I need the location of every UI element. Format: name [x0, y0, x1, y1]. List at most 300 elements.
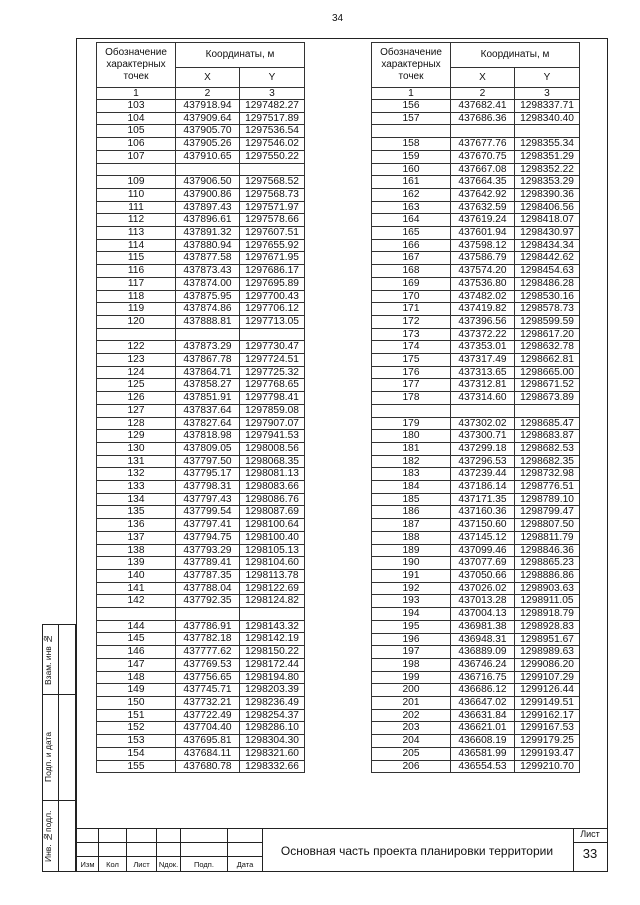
y-coordinate: 1298254.37 — [240, 709, 305, 722]
x-coordinate: 437586.79 — [451, 252, 515, 265]
y-coordinate: 1297695.89 — [240, 277, 305, 290]
sign-date-label: Подп. и дата — [43, 731, 53, 783]
x-coordinate: 437667.08 — [451, 163, 515, 176]
table-row — [97, 100, 305, 113]
table-row — [372, 100, 580, 113]
table-row — [97, 201, 305, 214]
table-row — [97, 671, 305, 684]
y-coordinate: 1299193.47 — [515, 747, 580, 760]
y-coordinate — [240, 328, 305, 341]
point-id: 137 — [97, 531, 176, 544]
y-coordinate: 1298406.56 — [515, 201, 580, 214]
header-col-1: 1 — [97, 88, 176, 100]
x-coordinate: 437574.20 — [451, 265, 515, 278]
x-coordinate: 437722.49 — [176, 709, 240, 722]
point-id: 149 — [97, 684, 176, 697]
y-coordinate: 1298486.28 — [515, 277, 580, 290]
y-coordinate: 1298632.78 — [515, 341, 580, 354]
x-coordinate: 437670.75 — [451, 150, 515, 163]
x-coordinate: 437302.02 — [451, 417, 515, 430]
point-id: 144 — [97, 620, 176, 633]
point-id: 115 — [97, 252, 176, 265]
y-coordinate — [240, 163, 305, 176]
x-coordinate: 437777.62 — [176, 646, 240, 659]
y-coordinate: 1298068.35 — [240, 455, 305, 468]
table-row — [372, 112, 580, 125]
x-coordinate: 437642.92 — [451, 188, 515, 201]
x-coordinate: 436631.84 — [451, 709, 515, 722]
table-row — [97, 265, 305, 278]
y-coordinate: 1297550.22 — [240, 150, 305, 163]
table-row — [97, 595, 305, 608]
point-id: 172 — [372, 315, 451, 328]
y-coordinate: 1297655.92 — [240, 239, 305, 252]
point-id: 185 — [372, 493, 451, 506]
x-coordinate: 437186.14 — [451, 481, 515, 494]
point-id: 148 — [97, 671, 176, 684]
y-coordinate: 1299210.70 — [515, 760, 580, 773]
header-col-3: 3 — [240, 88, 305, 100]
side-stamp-row-line — [42, 694, 76, 695]
table-row — [97, 315, 305, 328]
point-id: 152 — [97, 722, 176, 735]
header-x: X — [176, 68, 240, 88]
x-coordinate: 437906.50 — [176, 176, 240, 189]
y-coordinate: 1298989.63 — [515, 646, 580, 659]
y-coordinate: 1297571.97 — [240, 201, 305, 214]
point-id: 174 — [372, 341, 451, 354]
x-coordinate: 437004.13 — [451, 608, 515, 621]
point-id: 110 — [97, 188, 176, 201]
point-id: 193 — [372, 595, 451, 608]
title-block-row-line — [76, 842, 262, 843]
y-coordinate: 1298530.16 — [515, 290, 580, 303]
table-row — [372, 214, 580, 227]
x-coordinate: 437695.81 — [176, 735, 240, 748]
y-coordinate: 1297724.51 — [240, 354, 305, 367]
table-row — [372, 506, 580, 519]
y-coordinate: 1297536.54 — [240, 125, 305, 138]
y-coordinate: 1298662.81 — [515, 354, 580, 367]
point-id — [372, 125, 451, 138]
x-coordinate: 437798.31 — [176, 481, 240, 494]
table-row — [97, 354, 305, 367]
point-id: 205 — [372, 747, 451, 760]
point-id: 204 — [372, 735, 451, 748]
x-coordinate: 437732.21 — [176, 697, 240, 710]
point-id: 112 — [97, 214, 176, 227]
point-id: 199 — [372, 671, 451, 684]
y-coordinate: 1297798.41 — [240, 392, 305, 405]
table-row — [97, 392, 305, 405]
table-row — [372, 125, 580, 138]
header-coordinates: Координаты, м — [176, 43, 305, 68]
x-coordinate: 437632.59 — [451, 201, 515, 214]
point-id — [97, 328, 176, 341]
x-coordinate: 437150.60 — [451, 519, 515, 532]
table-row — [372, 595, 580, 608]
x-coordinate: 437799.54 — [176, 506, 240, 519]
point-id: 127 — [97, 404, 176, 417]
point-id: 195 — [372, 620, 451, 633]
y-coordinate: 1298352.22 — [515, 163, 580, 176]
table-row — [372, 430, 580, 443]
y-coordinate: 1297671.95 — [240, 252, 305, 265]
x-coordinate: 437314.60 — [451, 392, 515, 405]
point-id: 154 — [97, 747, 176, 760]
side-stamp-divider — [58, 624, 59, 872]
table-row — [372, 392, 580, 405]
point-id: 124 — [97, 366, 176, 379]
point-id: 160 — [372, 163, 451, 176]
y-coordinate: 1298122.69 — [240, 582, 305, 595]
x-coordinate: 437809.05 — [176, 442, 240, 455]
table-row — [372, 569, 580, 582]
y-coordinate: 1297941.53 — [240, 430, 305, 443]
table-row — [372, 557, 580, 570]
x-coordinate: 436889.09 — [451, 646, 515, 659]
header-col-1: 1 — [372, 88, 451, 100]
coordinates-table-left-body — [97, 100, 305, 773]
point-id: 201 — [372, 697, 451, 710]
x-coordinate — [176, 608, 240, 621]
point-id: 187 — [372, 519, 451, 532]
x-coordinate: 437160.36 — [451, 506, 515, 519]
table-row — [372, 265, 580, 278]
table-row — [372, 252, 580, 265]
y-coordinate: 1298008.56 — [240, 442, 305, 455]
title-block-sheet-line — [573, 842, 608, 843]
point-id: 181 — [372, 442, 451, 455]
point-id: 198 — [372, 658, 451, 671]
y-coordinate: 1297859.08 — [240, 404, 305, 417]
table-row — [97, 163, 305, 176]
point-id: 189 — [372, 544, 451, 557]
point-id: 136 — [97, 519, 176, 532]
y-coordinate: 1298599.59 — [515, 315, 580, 328]
x-coordinate: 437877.58 — [176, 252, 240, 265]
table-row — [372, 239, 580, 252]
x-coordinate: 437788.04 — [176, 582, 240, 595]
y-coordinate: 1297700.43 — [240, 290, 305, 303]
y-coordinate: 1297730.47 — [240, 341, 305, 354]
header-col-3: 3 — [515, 88, 580, 100]
y-coordinate: 1298454.63 — [515, 265, 580, 278]
point-id: 159 — [372, 150, 451, 163]
table-row — [97, 227, 305, 240]
y-coordinate — [515, 125, 580, 138]
table-row — [97, 176, 305, 189]
point-id: 206 — [372, 760, 451, 773]
table-row — [97, 430, 305, 443]
x-coordinate: 437756.65 — [176, 671, 240, 684]
point-id: 153 — [97, 735, 176, 748]
table-row — [97, 735, 305, 748]
x-coordinate: 437782.18 — [176, 633, 240, 646]
x-coordinate: 436554.53 — [451, 760, 515, 773]
point-id: 190 — [372, 557, 451, 570]
x-coordinate: 437745.71 — [176, 684, 240, 697]
y-coordinate: 1297482.27 — [240, 100, 305, 113]
point-id: 105 — [97, 125, 176, 138]
x-coordinate: 437827.64 — [176, 417, 240, 430]
point-id: 141 — [97, 582, 176, 595]
table-row — [97, 531, 305, 544]
point-id: 173 — [372, 328, 451, 341]
x-coordinate: 437797.41 — [176, 519, 240, 532]
point-id: 106 — [97, 138, 176, 151]
point-id: 156 — [372, 100, 451, 113]
table-row — [97, 214, 305, 227]
y-coordinate: 1298928.83 — [515, 620, 580, 633]
table-row — [372, 493, 580, 506]
sheet-number: 33 — [582, 846, 598, 861]
point-id: 162 — [372, 188, 451, 201]
table-row — [372, 544, 580, 557]
x-coordinate: 437851.91 — [176, 392, 240, 405]
x-coordinate: 437686.36 — [451, 112, 515, 125]
x-coordinate: 437918.94 — [176, 100, 240, 113]
y-coordinate: 1298150.22 — [240, 646, 305, 659]
point-id: 165 — [372, 227, 451, 240]
table-row — [372, 481, 580, 494]
x-coordinate — [176, 163, 240, 176]
point-id: 176 — [372, 366, 451, 379]
sheet-label: Лист — [580, 829, 600, 839]
table-row — [97, 557, 305, 570]
y-coordinate: 1299126.44 — [515, 684, 580, 697]
table-row — [97, 506, 305, 519]
y-coordinate: 1298683.87 — [515, 430, 580, 443]
point-id: 182 — [372, 455, 451, 468]
table-row — [372, 671, 580, 684]
table-row — [372, 709, 580, 722]
y-coordinate: 1299162.17 — [515, 709, 580, 722]
table-row — [372, 315, 580, 328]
y-coordinate: 1297768.65 — [240, 379, 305, 392]
table-row — [372, 417, 580, 430]
point-id: 167 — [372, 252, 451, 265]
table-row — [97, 633, 305, 646]
y-coordinate: 1298104.60 — [240, 557, 305, 570]
y-coordinate: 1297568.73 — [240, 188, 305, 201]
point-id: 131 — [97, 455, 176, 468]
table-row — [372, 303, 580, 316]
header-col-2: 2 — [176, 88, 240, 100]
y-coordinate: 1298434.34 — [515, 239, 580, 252]
table-row — [97, 646, 305, 659]
y-coordinate: 1298430.97 — [515, 227, 580, 240]
y-coordinate: 1298732.98 — [515, 468, 580, 481]
table-row — [97, 239, 305, 252]
table-row — [372, 735, 580, 748]
y-coordinate: 1298578.73 — [515, 303, 580, 316]
x-coordinate: 437171.35 — [451, 493, 515, 506]
page-number: 34 — [332, 13, 344, 24]
inv-replaced-label: Взам. инв № — [43, 633, 53, 685]
table-row — [372, 379, 580, 392]
kol-label: Кол — [106, 860, 119, 869]
y-coordinate: 1298903.63 — [515, 582, 580, 595]
point-id: 116 — [97, 265, 176, 278]
x-coordinate: 437677.76 — [451, 138, 515, 151]
table-row — [372, 633, 580, 646]
table-row — [372, 328, 580, 341]
y-coordinate: 1298203.39 — [240, 684, 305, 697]
table-row — [97, 569, 305, 582]
podp-label: Подп. — [194, 860, 214, 869]
y-coordinate: 1298671.52 — [515, 379, 580, 392]
x-coordinate: 437874.00 — [176, 277, 240, 290]
x-coordinate: 437792.35 — [176, 595, 240, 608]
x-coordinate: 437873.43 — [176, 265, 240, 278]
header-designation: Обозначение характерных точек — [97, 43, 176, 88]
point-id: 155 — [97, 760, 176, 773]
y-coordinate: 1298685.47 — [515, 417, 580, 430]
table-row — [372, 620, 580, 633]
table-row — [97, 620, 305, 633]
table-row — [372, 163, 580, 176]
y-coordinate: 1298321.60 — [240, 747, 305, 760]
point-id: 146 — [97, 646, 176, 659]
y-coordinate: 1298789.10 — [515, 493, 580, 506]
header-coordinates: Координаты, м — [451, 43, 580, 68]
y-coordinate: 1298353.29 — [515, 176, 580, 189]
point-id: 125 — [97, 379, 176, 392]
x-coordinate: 437794.75 — [176, 531, 240, 544]
y-coordinate: 1298332.66 — [240, 760, 305, 773]
x-coordinate — [451, 404, 515, 417]
y-coordinate: 1299149.51 — [515, 697, 580, 710]
table-row — [97, 138, 305, 151]
x-coordinate: 437299.18 — [451, 442, 515, 455]
y-coordinate: 1298124.82 — [240, 595, 305, 608]
x-coordinate: 437789.41 — [176, 557, 240, 570]
x-coordinate: 436716.75 — [451, 671, 515, 684]
table-row — [372, 582, 580, 595]
x-coordinate: 436647.02 — [451, 697, 515, 710]
x-coordinate: 437664.35 — [451, 176, 515, 189]
point-id: 126 — [97, 392, 176, 405]
point-id: 107 — [97, 150, 176, 163]
y-coordinate: 1297713.05 — [240, 315, 305, 328]
table-row — [372, 201, 580, 214]
x-coordinate: 437900.86 — [176, 188, 240, 201]
point-id: 113 — [97, 227, 176, 240]
x-coordinate: 437910.65 — [176, 150, 240, 163]
x-coordinate: 437482.02 — [451, 290, 515, 303]
table-row — [372, 341, 580, 354]
x-coordinate: 437793.29 — [176, 544, 240, 557]
y-coordinate: 1299179.25 — [515, 735, 580, 748]
point-id: 192 — [372, 582, 451, 595]
y-coordinate: 1298951.67 — [515, 633, 580, 646]
y-coordinate: 1297517.89 — [240, 112, 305, 125]
header-y: Y — [515, 68, 580, 88]
table-row — [372, 150, 580, 163]
side-stamp-row-line — [42, 800, 76, 801]
x-coordinate — [176, 328, 240, 341]
point-id: 140 — [97, 569, 176, 582]
point-id: 183 — [372, 468, 451, 481]
point-id: 186 — [372, 506, 451, 519]
point-id: 138 — [97, 544, 176, 557]
y-coordinate: 1298442.62 — [515, 252, 580, 265]
x-coordinate: 437396.56 — [451, 315, 515, 328]
x-coordinate: 437013.28 — [451, 595, 515, 608]
point-id: 142 — [97, 595, 176, 608]
table-row — [97, 747, 305, 760]
table-row — [372, 366, 580, 379]
table-row — [97, 697, 305, 710]
x-coordinate: 437880.94 — [176, 239, 240, 252]
x-coordinate: 437797.50 — [176, 455, 240, 468]
title-block-row-line — [76, 856, 262, 857]
table-row — [372, 277, 580, 290]
y-coordinate: 1298083.66 — [240, 481, 305, 494]
point-id: 117 — [97, 277, 176, 290]
y-coordinate: 1299167.53 — [515, 722, 580, 735]
y-coordinate: 1298355.34 — [515, 138, 580, 151]
x-coordinate: 437601.94 — [451, 227, 515, 240]
x-coordinate: 437769.53 — [176, 658, 240, 671]
table-row — [97, 519, 305, 532]
table-row — [372, 519, 580, 532]
table-row — [97, 417, 305, 430]
y-coordinate: 1298142.19 — [240, 633, 305, 646]
point-id: 109 — [97, 176, 176, 189]
table-row — [372, 455, 580, 468]
point-id: 177 — [372, 379, 451, 392]
y-coordinate: 1298811.79 — [515, 531, 580, 544]
table-row — [372, 468, 580, 481]
y-coordinate: 1298100.64 — [240, 519, 305, 532]
point-id: 180 — [372, 430, 451, 443]
x-coordinate: 437682.41 — [451, 100, 515, 113]
point-id: 163 — [372, 201, 451, 214]
izm-label: Изм — [80, 860, 95, 869]
point-id: 132 — [97, 468, 176, 481]
table-row — [372, 227, 580, 240]
table-row — [97, 608, 305, 621]
point-id: 119 — [97, 303, 176, 316]
coordinates-table-left — [96, 42, 305, 773]
table-row — [97, 493, 305, 506]
x-coordinate: 437837.64 — [176, 404, 240, 417]
point-id: 161 — [372, 176, 451, 189]
point-id: 111 — [97, 201, 176, 214]
x-coordinate: 437818.98 — [176, 430, 240, 443]
y-coordinate: 1298682.53 — [515, 442, 580, 455]
x-coordinate: 437795.17 — [176, 468, 240, 481]
y-coordinate: 1298351.29 — [515, 150, 580, 163]
coordinates-table-right — [371, 42, 580, 773]
data-label: Дата — [236, 860, 254, 869]
y-coordinate: 1298886.86 — [515, 569, 580, 582]
x-coordinate: 437875.95 — [176, 290, 240, 303]
header-x: X — [451, 68, 515, 88]
point-id: 168 — [372, 265, 451, 278]
table-row — [97, 544, 305, 557]
point-id: 123 — [97, 354, 176, 367]
table-row — [97, 188, 305, 201]
y-coordinate: 1298911.05 — [515, 595, 580, 608]
x-coordinate: 437536.80 — [451, 277, 515, 290]
point-id: 150 — [97, 697, 176, 710]
point-id: 202 — [372, 709, 451, 722]
y-coordinate: 1298286.10 — [240, 722, 305, 735]
table-row — [372, 442, 580, 455]
